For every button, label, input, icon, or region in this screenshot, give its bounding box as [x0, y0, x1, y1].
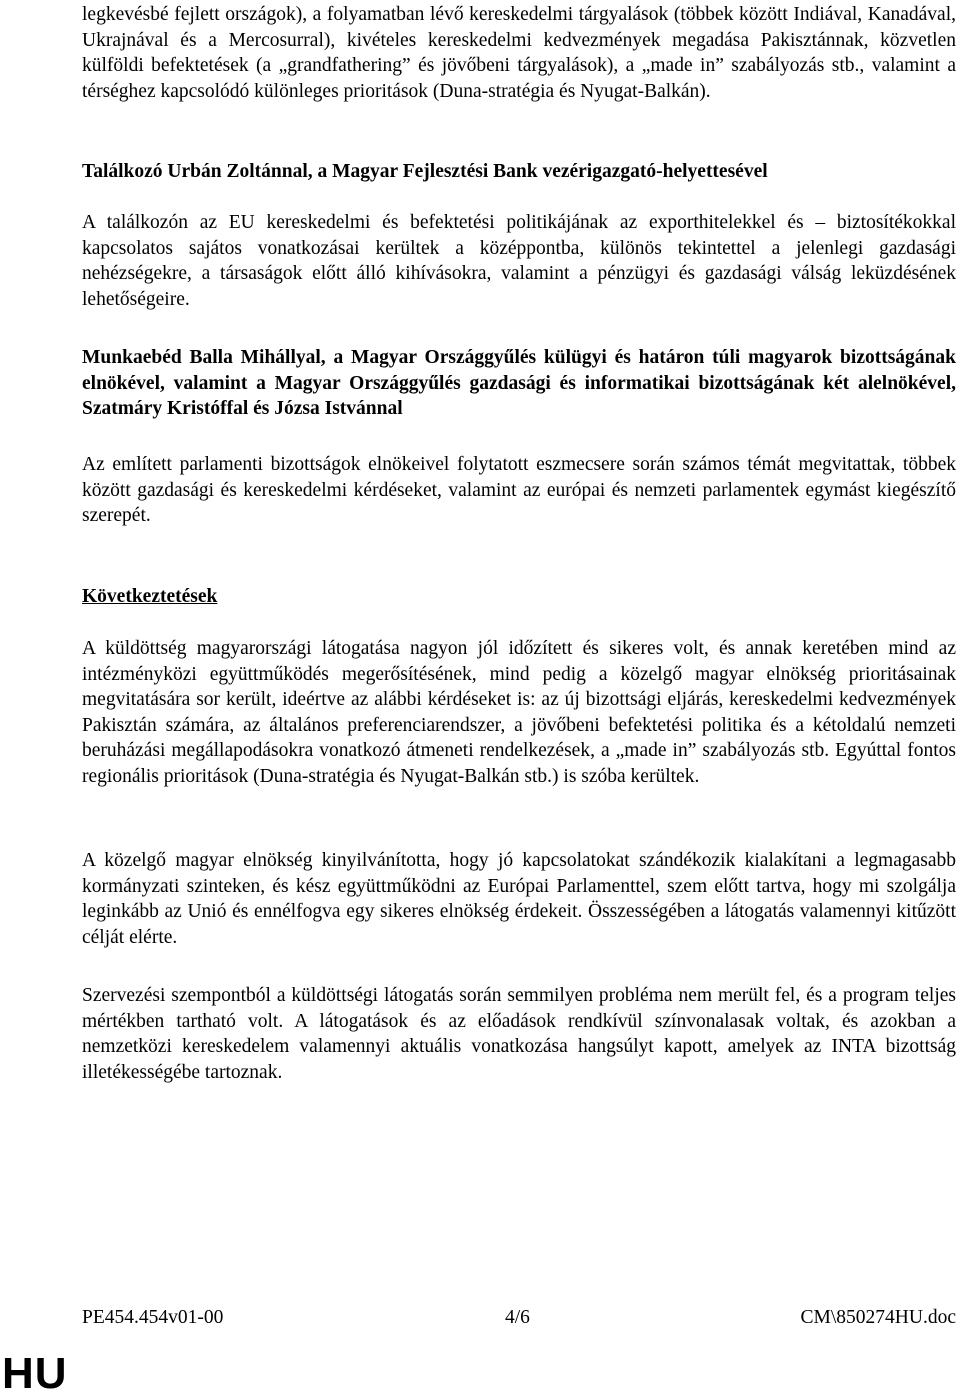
conclusions-paragraph-3: Szervezési szempontból a küldöttségi látogatás során semmilyen probléma nem merült fel, és a program teljes mértékben tartható volt. A látogatások és az előadások rendkívül színvonalasak voltak, és azokban a nemzetközi kereskedelem valamennyi aktuális vonatkozása hangsúlyt kapott, amelyek az INTA bizottság illetékességébe tartoznak.	[82, 985, 956, 1083]
lunch-paragraph: Az említett parlamenti bizottságok elnökeivel folytatott eszmecsere során számos témát megvitattak, többek között gazdasági és kereskedelmi kérdéseket, valamint az európai és nemzeti parlamentek egymást kiegészítő szerepét.	[82, 454, 956, 527]
intro-paragraph: legkevésbé fejlett országok), a folyamatban lévő kereskedelmi tárgyalások (többek között Indiával, Kanadával, Ukrajnával és a Mercosurral), kivételes kereskedelmi kedvezmények megadása Pakisztánnak, közvetlen külföldi befektetések (a „grandfathering” és jövőbeni tárgyalások), a „made in” szabályozás stb., valamint a térséghez kapcsolódó különleges prioritások (Duna-stratégia és Nyugat-Balkán).	[82, 4, 956, 102]
conclusions-paragraph-2: A közelgő magyar elnökség kinyilvánította, hogy jó kapcsolatokat szándékozik kialakítani a legmagasabb kormányzati szinteken, és kész együttműködni az Európai Parlamenttel, szem előtt tartva, hogy mi szolgálja leginkább az Unió és ennélfogva egy sikeres elnökség érdekeit. Összességében a látogatás valamennyi kitűzött célját elérte.	[82, 850, 956, 948]
conclusions-heading: Következtetések	[82, 586, 218, 607]
lunch-heading: Munkaebéd Balla Mihállyal, a Magyar Országgyűlés külügyi és határon túli magyarok bizottságának elnökével, valamint a Magyar Országgyűlés gazdasági és informatikai bizottságának két alelnökével, Szatmáry Kristóffal és Józsa Istvánnal	[82, 347, 956, 420]
footer-reference: PE454.454v01-00	[82, 1307, 224, 1328]
meeting-paragraph: A találkozón az EU kereskedelmi és befektetési politikájának az exporthitelekkel és – biztosítékokkal kapcsolatos sajátos vonatkozásai kerültek a középpontba, különös tekintettel a jelenlegi gazdasági nehézségekre, a társaságok előtt álló kihívásokra, valamint a pénzügyi és gazdasági válság leküzdésének lehetőségeire.	[82, 212, 956, 310]
page-footer	[82, 1305, 956, 1331]
language-badge: HU	[2, 1349, 68, 1398]
conclusions-paragraph-1: A küldöttség magyarországi látogatása nagyon jól időzített és sikeres volt, és annak keretében mind az intézményközi együttműködés megerősítésének, mind pedig a közelgő magyar elnökség prioritásainak megvitatására sor került, ideértve az alábbi kérdéseket is: az új bizottsági eljárás, kereskedelmi kedvezmények Pakisztán számára, az általános preferenciarendszer, a jövőbeni befektetési politika és a kétoldalú nemzeti beruházási megállapodásokra vonatkozó átmeneti rendelkezések, a „made in” szabályozás stb. Egyúttal fontos regionális prioritások (Duna-stratégia és Nyugat-Balkán stb.) is szóba kerültek.	[82, 638, 956, 787]
footer-document-code: CM\850274HU.doc	[800, 1307, 956, 1328]
meeting-heading: Találkozó Urbán Zoltánnal, a Magyar Fejlesztési Bank vezérigazgató-helyettesével	[82, 161, 768, 182]
footer-page-number: 4/6	[505, 1307, 530, 1328]
